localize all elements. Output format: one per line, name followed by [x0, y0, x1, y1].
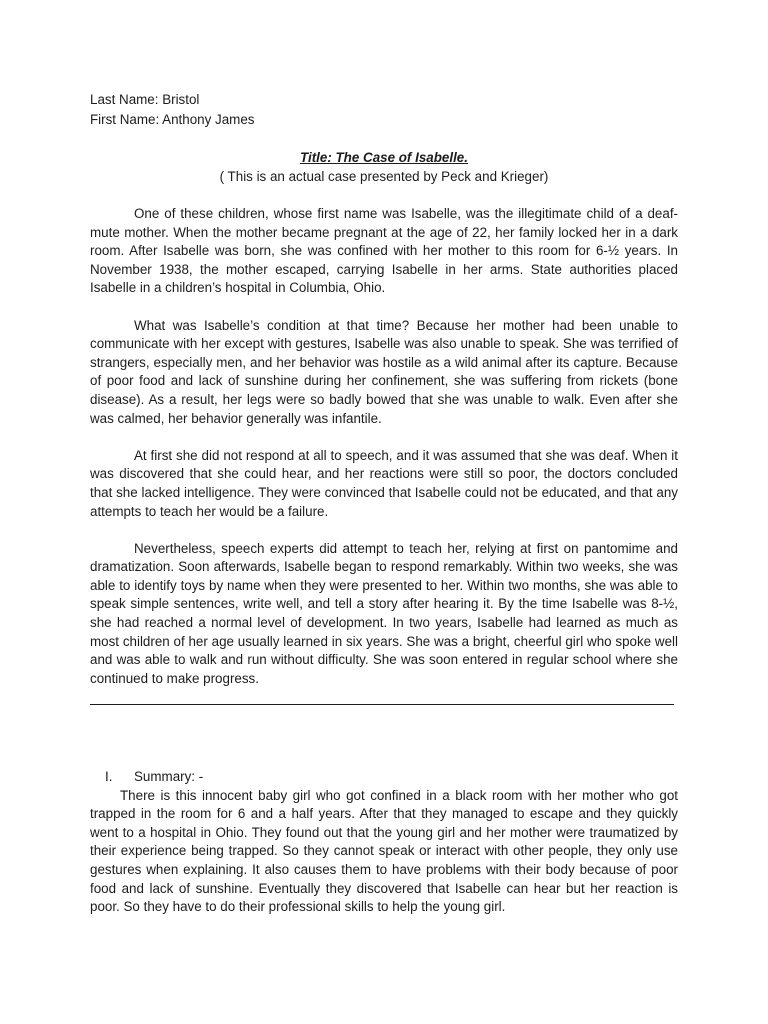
summary-number: I.: [105, 769, 113, 784]
last-name-line: Last Name: Bristol: [90, 92, 200, 107]
document-title: Title: The Case of Isabelle.: [300, 150, 468, 165]
paragraph-1: One of these children, whose first name was Isabelle, was the illegitimate child of a deaf-mute mother. When the mother became pregnant at the age of 22, her family locked her in a dark room. After Isabelle was born, she was confined with her mother to this room for 6-½ years. In November 1938, the mother escaped, carrying Isabelle in her arms. State authorities placed Isabelle in a children’s hospital in Columbia, Ohio.: [90, 206, 678, 296]
first-name-line: First Name: Anthony James: [90, 112, 255, 127]
paragraph-4: Nevertheless, speech experts did attempt to teach her, relying at first on pantomime and dramatization. Soon afterwards, Isabelle began to respond remarkably. Within two weeks, she was able to identify toys by name when they were presented to her. Within two months, she was able to speak simple sentences, write well, and tell a story after hearing it. By the time Isabelle was 8-½, she had reached a normal level of development. In two years, Isabelle had learned as much as most children of her age usually learned in six years. She was a bright, cheerful girl who spoke well and was able to walk and run without difficulty. She was soon entered in regular school where she continued to make progress.: [90, 540, 678, 686]
summary-text: There is this innocent baby girl who got confined in a black room with her mother who got trapped in the room for 6 and a half years. After that they managed to escape and they quickly went to a hospital in Ohio. They found out that the young girl and her mother were traumatized by their experience being trapped. So they cannot speak or interact with other people, they only use gestures when explaining. It also causes them to have problems with their body because of poor food and lack of sunshine. Eventually they discovered that Isabelle can hear but her reaction is poor. So they have to do their professional skills to help the young girl.: [90, 787, 678, 915]
paragraph-3: At first she did not respond at all to speech, and it was assumed that she was deaf. When it was discovered that she could hear, and her reactions were still so poor, the doctors concluded that she lacked intelligence. They were convinced that Isabelle could not be educated, and that any attempts to teach her would be a failure.: [90, 447, 678, 519]
summary-label: Summary: -: [134, 769, 204, 784]
horizontal-rule: [90, 704, 674, 705]
summary-section: [90, 768, 678, 917]
document-subtitle: ( This is an actual case presented by Peck and Krieger): [219, 168, 549, 184]
title-block: [90, 149, 678, 186]
paragraph-2: What was Isabelle’s condition at that time? Because her mother had been unable to communicate with her except with gestures, Isabelle was also unable to speak. She was terrified of strangers, especially men, and her behavior was hostile as a wild animal after its capture. Because of poor food and lack of sunshine during her confinement, she was suffering from rickets (bone disease). As a result, her legs were so badly bowed that she was unable to walk. Even after she was calmed, her behavior generally was infantile.: [90, 317, 678, 426]
summary-heading: [90, 768, 678, 787]
body-text: [90, 205, 678, 707]
